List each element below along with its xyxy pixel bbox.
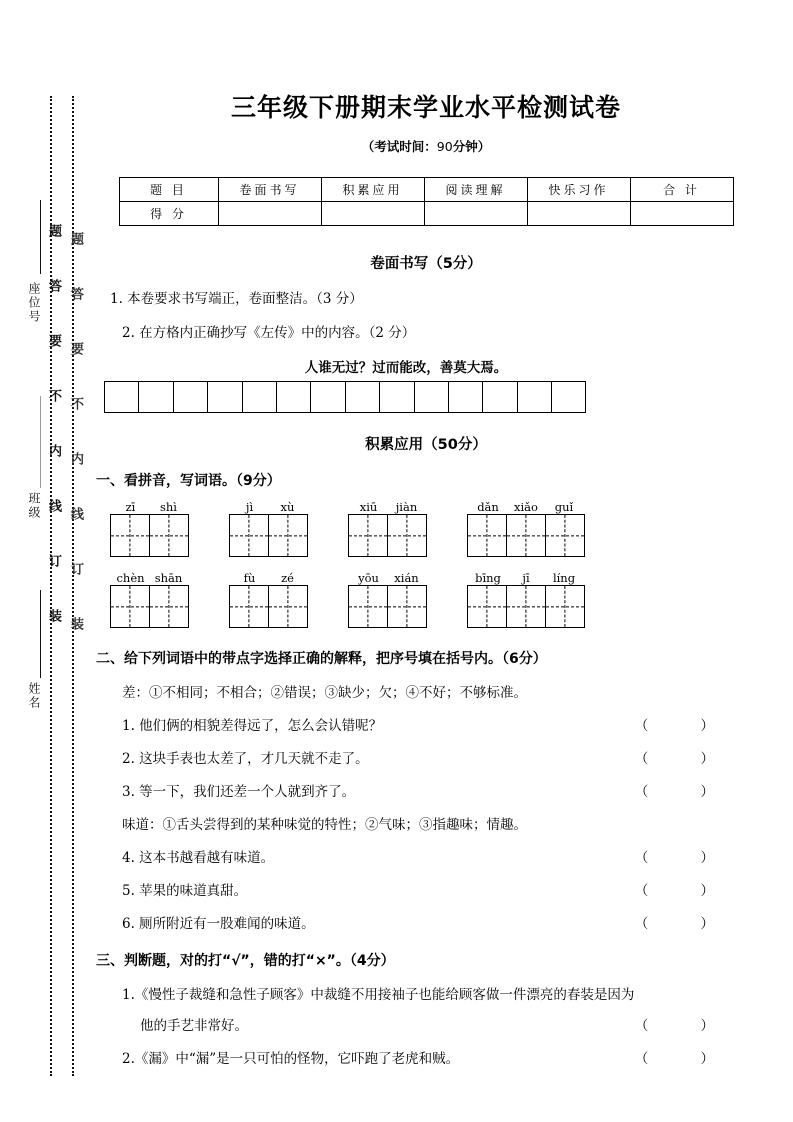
tianzige-cell[interactable] xyxy=(388,586,426,627)
score-cell-writing[interactable] xyxy=(527,202,630,226)
score-table-row-label-score: 得 分 xyxy=(119,202,218,226)
pinyin-word-group xyxy=(110,500,189,557)
question-text: 2.《漏》中“漏”是一只可怕的怪物，它吓跑了老虎和贼。 xyxy=(122,1051,460,1067)
score-cell-reading[interactable] xyxy=(424,202,527,226)
field-label-class: 班级 xyxy=(27,492,41,520)
seal-vertical-text-shadow: 题答要不内线订装 xyxy=(68,232,83,672)
tianzige-cell[interactable] xyxy=(388,515,426,556)
question-text: 1. 他们俩的相貌差得远了，怎么会认错呢？ xyxy=(122,718,383,734)
copy-grid-cell[interactable] xyxy=(380,382,414,412)
copy-grid[interactable] xyxy=(104,381,586,413)
pinyin-syllable: xián xyxy=(394,571,419,585)
exercise-3-item xyxy=(122,1047,756,1067)
pinyin-syllable: jī xyxy=(522,571,530,585)
tianzige-cell[interactable] xyxy=(111,586,150,627)
score-table-col-reading: 阅读理解 xyxy=(424,178,527,202)
paper-content xyxy=(96,0,756,1067)
copy-grid-cell[interactable] xyxy=(208,382,242,412)
copy-grid-cell[interactable] xyxy=(139,382,173,412)
exercise-2-gloss-weidao: 味道：①舌头尝得到的某种味觉的特性；②气味；③指趣味；情趣。 xyxy=(122,817,527,833)
tianzige-grid[interactable] xyxy=(348,514,427,557)
pinyin-word-group xyxy=(467,500,585,557)
tianzige-grid[interactable] xyxy=(110,585,189,628)
pinyin-labels xyxy=(348,571,427,585)
exercise-2-items xyxy=(96,714,756,932)
pinyin-labels xyxy=(110,571,189,585)
exam-duration-line xyxy=(96,137,756,155)
exercise-2-item xyxy=(122,747,756,767)
tianzige-grid[interactable] xyxy=(229,514,308,557)
answer-bracket[interactable]: （ ） xyxy=(634,916,738,932)
copy-grid-cell[interactable] xyxy=(311,382,345,412)
exercise-2-item xyxy=(122,912,756,932)
tianzige-cell[interactable] xyxy=(507,586,546,627)
pinyin-word-group xyxy=(229,500,308,557)
pinyin-labels xyxy=(229,571,308,585)
tianzige-grid[interactable] xyxy=(348,585,427,628)
score-table-wrap xyxy=(96,177,756,226)
pinyin-syllable: jì xyxy=(245,500,254,514)
tianzige-cell[interactable] xyxy=(507,515,546,556)
score-cell-accumulation[interactable] xyxy=(321,202,424,226)
exercise-1-heading: 一、看拼音，写词语。（9分） xyxy=(96,473,281,489)
answer-bracket[interactable]: （ ） xyxy=(634,784,738,800)
field-rule-name xyxy=(40,590,41,678)
pinyin-labels xyxy=(348,500,427,514)
question-text: 5. 苹果的味道真甜。 xyxy=(122,883,248,899)
tianzige-cell[interactable] xyxy=(468,515,507,556)
tianzige-grid[interactable] xyxy=(467,585,585,628)
seal-vertical-text-primary: 题答要不内线订装 xyxy=(46,224,61,664)
pinyin-syllable: yōu xyxy=(358,571,379,585)
tianzige-grid[interactable] xyxy=(229,585,308,628)
tianzige-cell[interactable] xyxy=(150,586,188,627)
pinyin-syllable: xù xyxy=(280,500,295,514)
exercise-2-item xyxy=(122,780,756,800)
pinyin-row xyxy=(96,571,756,628)
field-rule-class xyxy=(40,396,41,488)
score-table xyxy=(119,177,734,226)
tianzige-cell[interactable] xyxy=(349,586,388,627)
handwriting-item-1: 1. 本卷要求书写端正，卷面整洁。（3 分） xyxy=(110,291,363,307)
exam-duration-label: （考试时间： xyxy=(361,139,437,154)
score-cell-handwriting[interactable] xyxy=(218,202,321,226)
copy-grid-cell[interactable] xyxy=(277,382,311,412)
copy-grid-cell[interactable] xyxy=(243,382,277,412)
pinyin-labels xyxy=(467,571,585,585)
pinyin-labels xyxy=(110,500,189,514)
exercise-2-item xyxy=(122,846,756,866)
score-cell-total[interactable] xyxy=(630,202,733,226)
tianzige-cell[interactable] xyxy=(349,515,388,556)
exercise-2-gloss-cha: 差：①不相同；不相合；②错误；③缺少；欠；④不好；不够标准。 xyxy=(122,685,527,701)
tianzige-cell[interactable] xyxy=(468,586,507,627)
score-table-col-writing: 快乐习作 xyxy=(527,178,630,202)
pinyin-syllable: shān xyxy=(154,571,183,585)
pinyin-word-group xyxy=(229,571,308,628)
pinyin-syllable: chèn xyxy=(116,571,145,585)
answer-bracket[interactable]: （ ） xyxy=(634,751,738,767)
pinyin-grid-area xyxy=(96,500,756,628)
question-text: 他的手艺非常好。 xyxy=(140,1018,248,1034)
copy-sentence: 人谁无过？过而能改，善莫大焉。 xyxy=(304,360,508,376)
exercise-2-heading: 二、给下列词语中的带点字选择正确的解释，把序号填在括号内。（6分） xyxy=(96,651,547,667)
question-text: 1.《慢性子裁缝和急性子顾客》中裁缝不用接袖子也能给顾客做一件漂亮的春装是因为 xyxy=(122,987,635,1003)
exercise-2-item xyxy=(122,879,756,899)
pinyin-labels xyxy=(467,500,585,514)
section-heading-accumulation: 积累应用（50分） xyxy=(365,437,487,453)
pinyin-word-group xyxy=(348,500,427,557)
answer-bracket[interactable]: （ ） xyxy=(634,1051,738,1067)
copy-grid-cell[interactable] xyxy=(105,382,139,412)
tianzige-cell[interactable] xyxy=(230,515,269,556)
exercise-3-heading: 三、判断题，对的打“√”，错的打“×”。（4分） xyxy=(96,953,395,969)
pinyin-syllable: fù xyxy=(243,571,256,585)
exercise-3-item-cont xyxy=(140,1014,756,1034)
pinyin-syllable: zé xyxy=(281,571,294,585)
answer-bracket[interactable]: （ ） xyxy=(634,850,738,866)
section-heading-handwriting: 卷面书写（5分） xyxy=(370,256,482,272)
score-table-header-row xyxy=(119,178,733,202)
score-table-col-total: 合 计 xyxy=(630,178,733,202)
pinyin-syllable: jiàn xyxy=(395,500,418,514)
copy-grid-cell[interactable] xyxy=(483,382,517,412)
tianzige-grid[interactable] xyxy=(467,514,585,557)
copy-grid-cell[interactable] xyxy=(552,382,585,412)
tianzige-cell[interactable] xyxy=(269,586,307,627)
score-table-col-accumulation: 积累应用 xyxy=(321,178,424,202)
field-label-seat-number: 座位号 xyxy=(27,282,41,324)
tianzige-cell[interactable] xyxy=(150,515,188,556)
exercise-3-items xyxy=(96,983,756,1067)
pinyin-syllable: guǐ xyxy=(554,500,574,514)
pinyin-word-group xyxy=(110,571,189,628)
pinyin-syllable: shì xyxy=(160,500,177,514)
tianzige-cell[interactable] xyxy=(111,515,150,556)
exam-duration-unit: 分钟） xyxy=(452,139,491,154)
question-text: 6. 厕所附近有一股难闻的味道。 xyxy=(122,916,315,932)
tianzige-cell[interactable] xyxy=(230,586,269,627)
question-text: 2. 这块手表也太差了，才几天就不走了。 xyxy=(122,751,369,767)
pinyin-word-group xyxy=(467,571,585,628)
answer-bracket[interactable]: （ ） xyxy=(634,883,738,899)
pinyin-word-group xyxy=(348,571,427,628)
exercise-2-item xyxy=(122,714,756,734)
pinyin-syllable: bīng xyxy=(475,571,501,585)
field-label-name: 姓名 xyxy=(27,682,41,710)
copy-grid-cell[interactable] xyxy=(449,382,483,412)
tianzige-grid[interactable] xyxy=(110,514,189,557)
exam-duration-value: 90 xyxy=(436,139,453,154)
field-rule-seat-number xyxy=(40,200,41,274)
pinyin-syllable: xiū xyxy=(359,500,378,514)
question-text: 3. 等一下，我们还差一个人就到齐了。 xyxy=(122,784,356,800)
pinyin-syllable: líng xyxy=(552,571,576,585)
tianzige-cell[interactable] xyxy=(546,515,584,556)
copy-grid-cell[interactable] xyxy=(518,382,552,412)
answer-bracket[interactable]: （ ） xyxy=(634,1018,738,1034)
copy-grid-cell[interactable] xyxy=(415,382,449,412)
pinyin-labels xyxy=(229,500,308,514)
copy-grid-cell[interactable] xyxy=(174,382,208,412)
question-text: 4. 这本书越看越有味道。 xyxy=(122,850,275,866)
exercise-3-item xyxy=(122,983,756,1003)
answer-bracket[interactable]: （ ） xyxy=(634,718,738,734)
page-title: 三年级下册期末学业水平检测试卷 xyxy=(230,93,621,122)
handwriting-item-2: 2. 在方格内正确抄写《左传》中的内容。（2 分） xyxy=(122,325,416,341)
copy-grid-cell[interactable] xyxy=(346,382,380,412)
tianzige-cell[interactable] xyxy=(546,586,584,627)
sealing-margin xyxy=(0,96,100,1076)
pinyin-syllable: xiǎo xyxy=(514,500,538,514)
pinyin-syllable: dǎn xyxy=(477,500,499,514)
score-table-score-row xyxy=(119,202,733,226)
score-table-row-label-topic: 题 目 xyxy=(119,178,218,202)
score-table-col-handwriting: 卷面书写 xyxy=(218,178,321,202)
pinyin-row xyxy=(96,500,756,557)
tianzige-cell[interactable] xyxy=(269,515,307,556)
pinyin-syllable: zī xyxy=(125,500,136,514)
